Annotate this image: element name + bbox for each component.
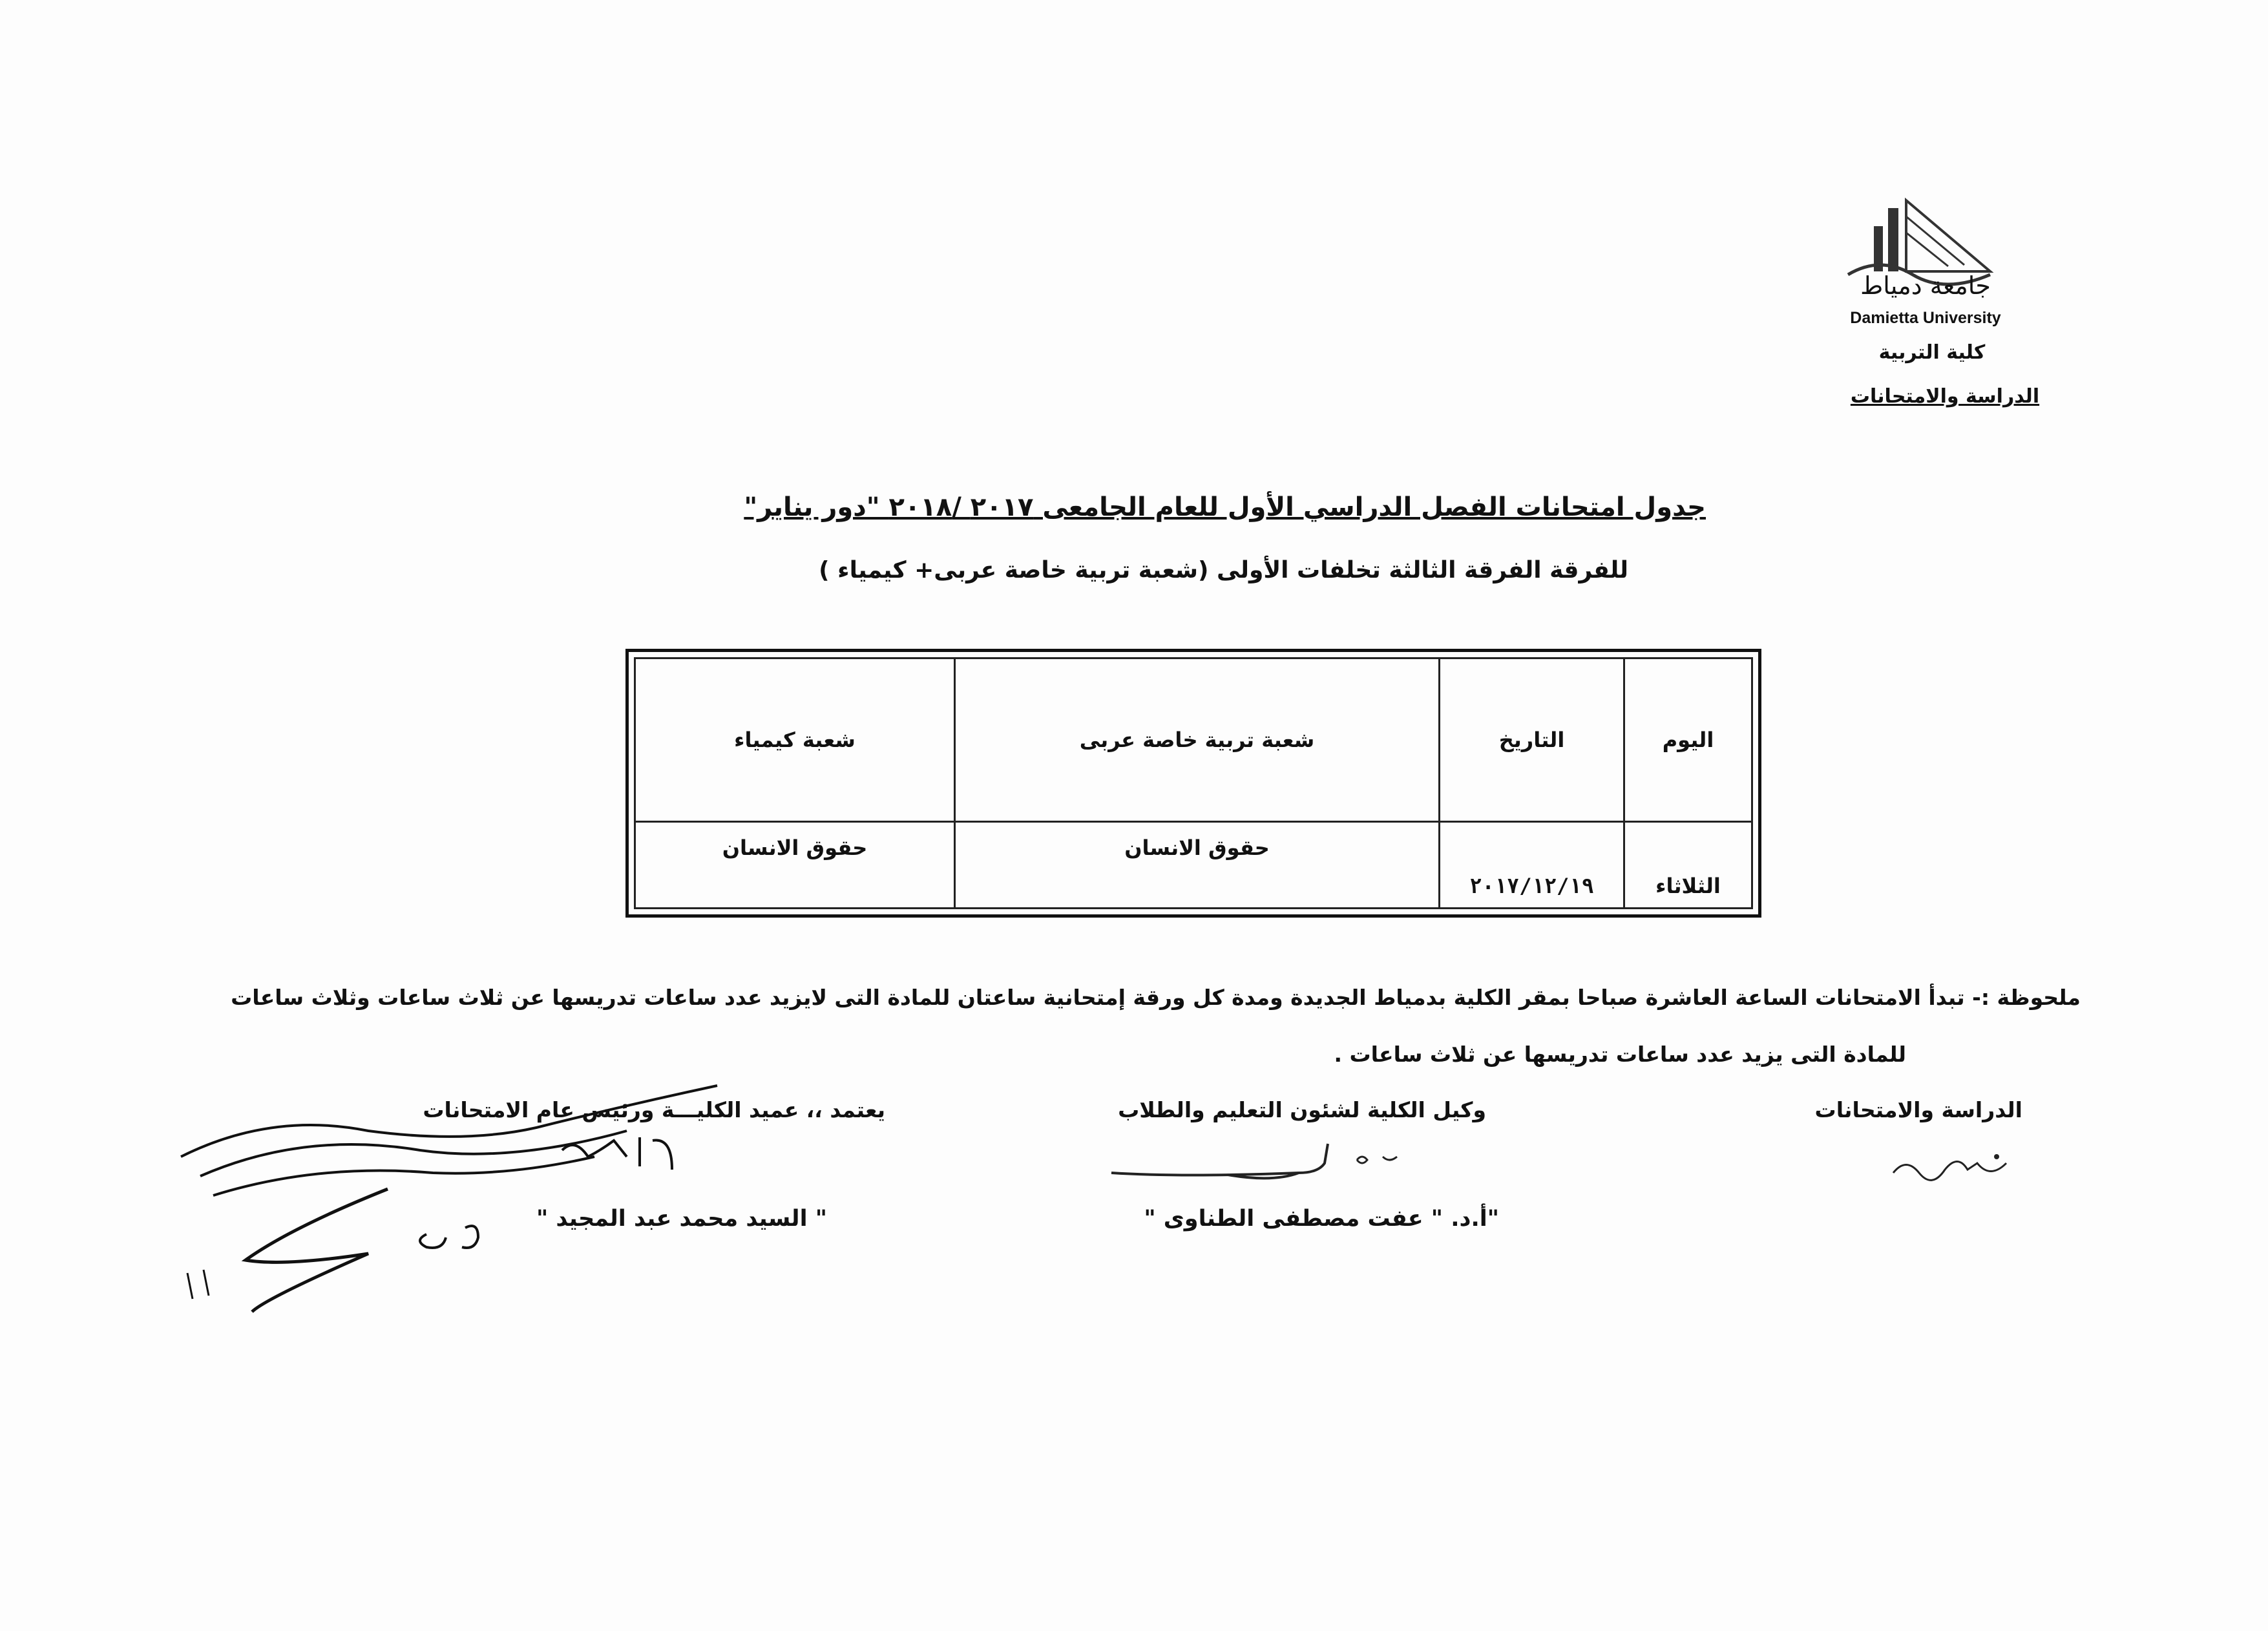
exams-office-handwritten-signature — [1887, 1144, 2016, 1189]
note-line-1: ملحوظة :- تبدأ الامتحانات الساعة العاشرة صباحا بمقر الكلية بدمياط الجديدة ومدة كل ورقة إمتحانية ساعتان للمادة التى لايزيد عدد ساعات تدريسها عن ثلاث ساعات وثلاث ساعات — [231, 985, 2081, 1010]
exam-schedule-table — [625, 649, 1761, 918]
note-line-2: للمادة التى يزيد عدد ساعات تدريسها عن ثلاث ساعات . — [1334, 1042, 1906, 1067]
cell-day: الثلاثاء — [1624, 822, 1752, 909]
header-special-ed-arabic: شعبة تربية خاصة عربى — [955, 658, 1440, 822]
faculty-name: كلية التربية — [1878, 341, 1986, 364]
header-day: اليوم — [1624, 658, 1752, 822]
signature-dean-name: " السيد محمد عبد المجيد " — [536, 1206, 827, 1232]
header-chemistry: شعبة كيمياء — [635, 658, 955, 822]
signature-dean-title: يعتمد ،، عميد الكليـــة ورئيس عام الامتحانات — [423, 1097, 885, 1122]
cell-special-ed-arabic: حقوق الانسان — [955, 822, 1440, 909]
table-header-row — [635, 658, 1752, 822]
signature-exams-office-title: الدراسة والامتحانات — [1814, 1097, 2022, 1122]
university-name-arabic: جامعة دمياط — [1860, 271, 1991, 300]
table-row — [635, 822, 1752, 909]
university-name-english: Damietta University — [1850, 309, 2001, 327]
document-title: جدول امتحانات الفصل الدراسي الأول للعام الجامعى ٢٠١٧ /٢٠١٨ "دور يناير" — [744, 492, 1706, 522]
document-subtitle: للفرقة الفرقة الثالثة تخلفات الأولى (شعبة تربية خاصة عربى+ كيمياء ) — [819, 557, 1628, 584]
vice-dean-handwritten-signature — [1105, 1137, 1415, 1189]
signature-vice-dean-name: "أ.د. " عفت مصطفى الطناوى " — [1144, 1206, 1499, 1232]
cell-date: ٢٠١٧/١٢/١٩ — [1440, 822, 1624, 909]
signature-vice-dean-title: وكيل الكلية لشئون التعليم والطلاب — [1118, 1097, 1486, 1122]
department-name: الدراسة والامتحانات — [1850, 385, 2040, 408]
header-date: التاريخ — [1440, 658, 1624, 822]
cell-chemistry: حقوق الانسان — [635, 822, 955, 909]
